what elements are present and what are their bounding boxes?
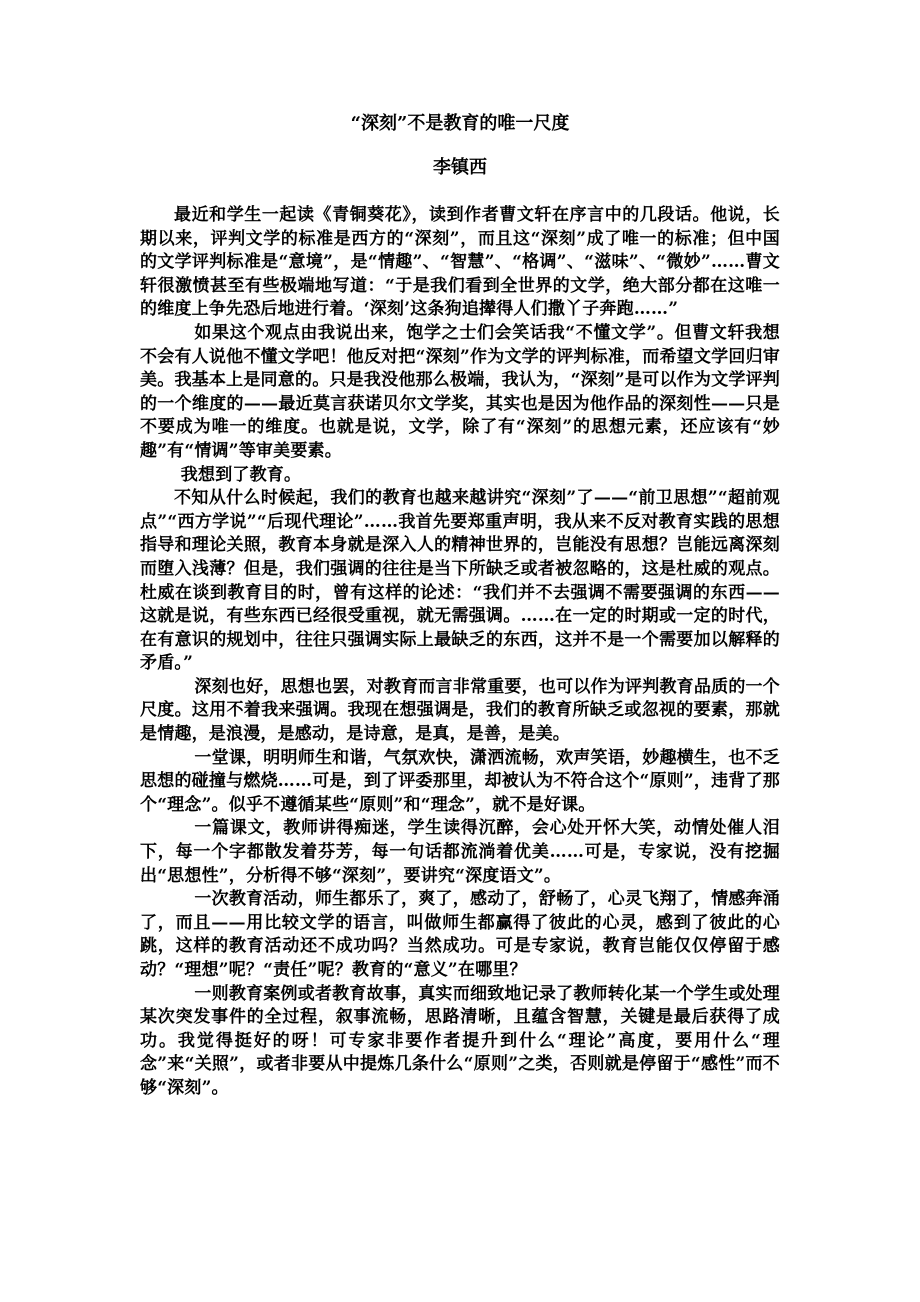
paragraph-7: 一篇课文，教师讲得痴迷，学生读得沉醉，会心处开怀大笑，动情处催人泪下，每一个字都散发着芬芳，每一句话都流淌着优美……可是，专家说，没有挖掘出“思想性”，分析得不够“深刻”，要讲究“深度语文”。 [140, 818, 780, 886]
article-body [140, 204, 780, 1101]
paragraph-6: 一堂课，明明师生和谐，气氛欢快，潇洒流畅，欢声笑语，妙趣横生，也不乏思想的碰撞与燃烧……可是，到了评委那里，却被认为不符合这个“原则”，违背了那个“理念”。似乎不遵循某些“原则”和“理念”，就不是好课。 [140, 747, 780, 815]
paragraph-8: 一次教育活动，师生都乐了，爽了，感动了，舒畅了，心灵飞翔了，情感奔涌了，而且——用比较文学的语言，叫做师生都赢得了彼此的心灵，感到了彼此的心跳，这样的教育活动还不成功吗？当然成功。可是专家说，教育岂能仅仅停留于感动？“理想”呢？“责任”呢？教育的“意义”在哪里？ [140, 889, 780, 980]
paragraph-9: 一则教育案例或者教育故事，真实而细致地记录了教师转化某一个学生或处理某次突发事件的全过程，叙事流畅，思路清晰，且蕴含智慧，关键是最后获得了成功。我觉得挺好的呀！可专家非要作者提升到什么“理论”高度，要用什么“理念”来“关照”，或者非要从中提炼几条什么“原则”之类，否则就是停留于“感性”而不够“深刻”。 [140, 983, 780, 1098]
paragraph-5: 深刻也好，思想也罢，对教育而言非常重要，也可以作为评判教育品质的一个尺度。这用不着我来强调。我现在想强调是，我们的教育所缺乏或忽视的要素，那就是情趣，是浪漫，是感动，是诗意，是真，是善，是美。 [140, 676, 780, 745]
article-author: 李镇西 [433, 157, 487, 178]
paragraph-2: 如果这个观点由我说出来，饱学之士们会笑话我“不懂文学”。但曹文轩我想不会有人说他不懂文学吧！他反对把“深刻”作为文学的评判标准，而希望文学回归审美。我基本上是同意的。只是我没他那么极端，我认为，“深刻”是可以作为文学评判的一个维度的——最近莫言获诺贝尔文学奖，其实也是因为他作品的深刻性——只是不要成为唯一的维度。也就是说，文学，除了有“深刻”的思想元素，还应该有“妙趣”有“情调”等审美要素。 [140, 322, 780, 461]
paragraph-4: 不知从什么时候起，我们的教育也越来越讲究“深刻”了——“前卫思想”“超前观点”“西方学说”“后现代理论”……我首先要郑重声明，我从来不反对教育实践的思想指导和理论关照，教育本身就是深入人的精神世界的，岂能没有思想？岂能远离深刻而堕入浅薄？但是，我们强调的往往是当下所缺乏或者被忽略的，这是杜威的观点。杜威在谈到教育目的时，曾有这样的论述：“我们并不去强调不需要强调的东西——这就是说，有些东西已经很受重视，就无需强调。……在一定的时期或一定的时代，在有意识的规划中，往往只强调实际上最缺乏的东西，这并不是一个需要加以解释的矛盾。” [140, 488, 780, 674]
paragraph-3: 我想到了教育。 [180, 464, 302, 485]
paragraph-1: 最近和学生一起读《青铜葵花》，读到作者曹文轩在序言中的几段话。他说，长期以来，评判文学的标准是西方的“深刻”，而且这“深刻”成了唯一的标准；但中国的文学评判标准是“意境”，是“情趣”、“智慧”、“格调”、“滋味”、“微妙”……曹文轩很激愤甚至有些极端地写道：“于是我们看到全世界的文学，绝大部分都在这唯一的维度上争先恐后地进行着。‘深刻’这条狗追撵得人们撒丫子奔跑……” [140, 205, 780, 320]
article-title: “深刻”不是教育的唯一尺度 [350, 113, 570, 134]
document-page [140, 0, 780, 1302]
